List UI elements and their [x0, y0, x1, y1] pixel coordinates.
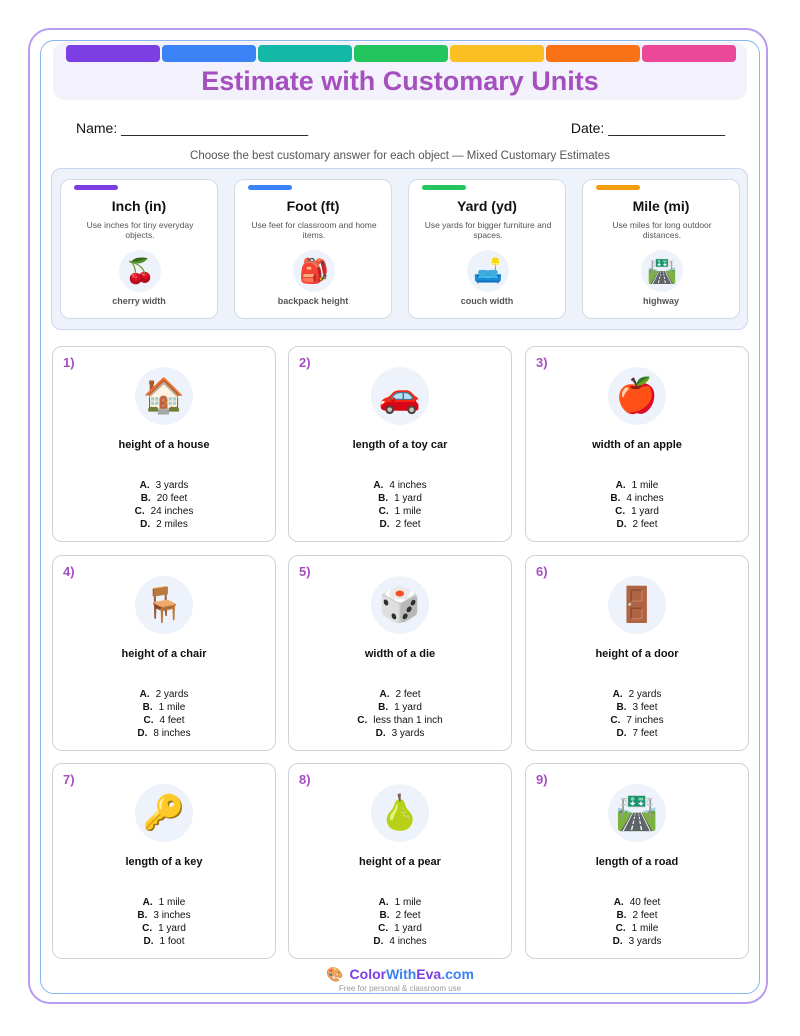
unit-card: [408, 179, 566, 319]
option-text: 7 feet: [632, 728, 658, 739]
question-text: length of a key: [125, 856, 203, 868]
instructions: Choose the best customary answer for each object — Mixed Customary Estimates: [190, 150, 610, 162]
apple-icon: 🍎: [608, 367, 666, 425]
question-number: 7): [63, 772, 75, 787]
option-text: 1 mile: [158, 702, 186, 713]
option-text: 3 yards: [391, 728, 425, 739]
answer-option[interactable]: [526, 492, 748, 505]
question-number: 1): [63, 355, 75, 370]
answer-option[interactable]: [526, 727, 748, 740]
question-text: length of a road: [595, 856, 679, 868]
option-letter: B.: [140, 493, 151, 504]
option-letter: C.: [134, 506, 145, 517]
unit-name: Mile (mi): [632, 198, 690, 214]
answer-option[interactable]: [526, 714, 748, 727]
option-text: 2 yards: [155, 689, 189, 700]
answer-option[interactable]: [289, 688, 511, 701]
brand-eva: Eva: [416, 966, 442, 982]
answer-options: [289, 688, 511, 740]
option-letter: C.: [143, 715, 154, 726]
answer-option[interactable]: [53, 701, 275, 714]
answer-option[interactable]: [53, 518, 275, 531]
option-letter: C.: [378, 923, 389, 934]
unit-color-bar: [74, 185, 118, 190]
answer-options: [53, 896, 275, 948]
option-text: 3 yards: [628, 936, 662, 947]
option-letter: A.: [378, 897, 389, 908]
footer-logo: [0, 966, 800, 983]
road-icon: 🛣️: [608, 784, 666, 842]
door-icon: 🚪: [608, 576, 666, 634]
option-letter: A.: [379, 689, 390, 700]
option-text: 1 yard: [158, 923, 186, 934]
question-text: width of a die: [364, 648, 436, 660]
color-stripe: [450, 45, 544, 62]
answer-option[interactable]: [289, 701, 511, 714]
brand-domain: .com: [441, 966, 474, 982]
question-card: [525, 346, 749, 542]
question-text: height of a door: [595, 648, 679, 660]
option-text: 1 mile: [394, 897, 422, 908]
highway-icon: 🛣️: [641, 250, 683, 292]
page-title: Estimate with Customary Units: [201, 66, 599, 96]
option-text: 2 miles: [156, 519, 188, 530]
option-text: 4 feet: [159, 715, 185, 726]
answer-options: [526, 896, 748, 948]
unit-description: Use yards for bigger furniture and spaces.: [424, 220, 552, 240]
option-letter: A.: [373, 480, 384, 491]
option-letter: C.: [615, 506, 626, 517]
unit-description: Use miles for long outdoor distances.: [612, 220, 712, 240]
answer-option[interactable]: [526, 518, 748, 531]
palette-icon: 🎨: [326, 966, 344, 982]
answer-option[interactable]: [289, 714, 511, 727]
answer-option[interactable]: [53, 909, 275, 922]
question-card: [52, 346, 276, 542]
answer-option[interactable]: [526, 505, 748, 518]
answer-option[interactable]: [289, 492, 511, 505]
unit-example: backpack height: [277, 296, 349, 306]
option-text: 1 yard: [394, 702, 422, 713]
option-text: 2 feet: [395, 519, 421, 530]
color-stripe: [66, 45, 160, 62]
answer-option[interactable]: [526, 479, 748, 492]
option-text: 4 inches: [626, 493, 664, 504]
answer-options: [53, 688, 275, 740]
option-letter: D.: [140, 519, 151, 530]
name-field: Name: ________________________: [76, 120, 308, 136]
option-letter: C.: [142, 923, 153, 934]
answer-options: [289, 896, 511, 948]
answer-option[interactable]: [289, 896, 511, 909]
option-text: 1 mile: [158, 897, 186, 908]
option-letter: D.: [616, 519, 627, 530]
question-number: 8): [299, 772, 311, 787]
color-stripe: [162, 45, 256, 62]
cherry-icon: 🍒: [119, 250, 161, 292]
option-letter: D.: [137, 728, 148, 739]
unit-example: cherry width: [112, 296, 166, 306]
option-text: 4 inches: [389, 936, 427, 947]
color-stripe: [642, 45, 736, 62]
answer-option[interactable]: [289, 727, 511, 740]
question-card: [52, 555, 276, 751]
option-letter: B.: [616, 910, 627, 921]
option-text: 40 feet: [629, 897, 661, 908]
answer-option[interactable]: [53, 922, 275, 935]
option-text: 2 feet: [632, 519, 658, 530]
couch-icon: 🛋️: [467, 250, 509, 292]
answer-option[interactable]: [289, 505, 511, 518]
unit-example: couch width: [460, 296, 514, 306]
brand-color: Color: [349, 966, 387, 982]
unit-description: Use inches for tiny everyday objects.: [86, 220, 194, 240]
option-text: 3 inches: [153, 910, 191, 921]
question-number: 4): [63, 564, 75, 579]
question-card: [52, 763, 276, 959]
answer-option[interactable]: [289, 935, 511, 948]
unit-name: Foot (ft): [286, 198, 340, 214]
answer-options: [53, 479, 275, 531]
option-text: 2 feet: [395, 689, 421, 700]
question-number: 6): [536, 564, 548, 579]
option-letter: B.: [378, 702, 389, 713]
option-letter: A.: [139, 480, 150, 491]
question-number: 5): [299, 564, 311, 579]
unit-name: Yard (yd): [457, 198, 517, 214]
key-icon: 🔑: [135, 784, 193, 842]
unit-name: Inch (in): [111, 198, 167, 214]
option-letter: D.: [612, 936, 623, 947]
unit-color-bar: [422, 185, 466, 190]
question-number: 2): [299, 355, 311, 370]
question-card: [525, 555, 749, 751]
answer-option[interactable]: [53, 479, 275, 492]
option-text: 3 yards: [155, 480, 189, 491]
option-letter: D.: [379, 519, 390, 530]
option-text: 2 feet: [395, 910, 421, 921]
toy-car-icon: 🚗: [371, 367, 429, 425]
backpack-icon: 🎒: [293, 250, 335, 292]
unit-color-bar: [248, 185, 292, 190]
unit-example: highway: [642, 296, 679, 306]
question-text: width of an apple: [592, 439, 682, 451]
option-letter: B.: [142, 702, 153, 713]
option-text: 1 mile: [394, 506, 422, 517]
answer-option[interactable]: [53, 492, 275, 505]
answer-option[interactable]: [526, 701, 748, 714]
option-letter: B.: [137, 910, 148, 921]
answer-option[interactable]: [53, 505, 275, 518]
option-letter: D.: [616, 728, 627, 739]
answer-option[interactable]: [526, 909, 748, 922]
question-card: [288, 555, 512, 751]
answer-option[interactable]: [53, 896, 275, 909]
option-text: 8 inches: [153, 728, 191, 739]
unit-color-bar: [596, 185, 640, 190]
question-card: [288, 346, 512, 542]
unit-card: [234, 179, 392, 319]
answer-option[interactable]: [289, 518, 511, 531]
option-text: 1 yard: [394, 923, 422, 934]
date-field: Date: _______________: [570, 120, 725, 136]
answer-option[interactable]: [526, 688, 748, 701]
option-letter: D.: [373, 936, 384, 947]
option-letter: C.: [610, 715, 621, 726]
answer-option[interactable]: [526, 935, 748, 948]
question-text: length of a toy car: [352, 439, 448, 451]
question-text: height of a chair: [121, 648, 207, 660]
option-letter: A.: [612, 689, 623, 700]
question-text: height of a pear: [359, 856, 441, 868]
answer-options: [526, 688, 748, 740]
house-icon: 🏠: [135, 367, 193, 425]
color-stripe: [258, 45, 352, 62]
answer-option[interactable]: [526, 896, 748, 909]
option-text: 1 yard: [631, 506, 659, 517]
option-text: 20 feet: [156, 493, 188, 504]
question-number: 9): [536, 772, 548, 787]
answer-option[interactable]: [289, 479, 511, 492]
option-text: 4 inches: [389, 480, 427, 491]
option-text: 1 foot: [159, 936, 185, 947]
option-text: 2 yards: [628, 689, 662, 700]
answer-option[interactable]: [53, 688, 275, 701]
option-letter: B.: [378, 493, 389, 504]
answer-option[interactable]: [289, 922, 511, 935]
option-letter: B.: [379, 910, 390, 921]
option-letter: B.: [616, 702, 627, 713]
answer-option[interactable]: [53, 727, 275, 740]
option-text: 24 inches: [150, 506, 194, 517]
die-icon: 🎲: [371, 576, 429, 634]
answer-option[interactable]: [53, 714, 275, 727]
option-text: 1 mile: [631, 480, 659, 491]
option-text: 1 mile: [631, 923, 659, 934]
color-stripes: [66, 45, 736, 62]
answer-option[interactable]: [53, 935, 275, 948]
option-text: 2 feet: [632, 910, 658, 921]
option-letter: A.: [142, 897, 153, 908]
answer-options: [526, 479, 748, 531]
option-letter: A.: [615, 480, 626, 491]
option-letter: C.: [357, 715, 368, 726]
option-letter: C.: [615, 923, 626, 934]
option-text: 7 inches: [626, 715, 664, 726]
option-text: 1 yard: [394, 493, 422, 504]
pear-icon: 🍐: [371, 784, 429, 842]
footer-subtitle: Free for personal & classroom use: [338, 984, 462, 993]
answer-options: [289, 479, 511, 531]
answer-option[interactable]: [526, 922, 748, 935]
question-card: [525, 763, 749, 959]
option-text: 3 feet: [632, 702, 658, 713]
color-stripe: [354, 45, 448, 62]
unit-card: [582, 179, 740, 319]
answer-option[interactable]: [289, 909, 511, 922]
option-letter: D.: [143, 936, 154, 947]
option-text: less than 1 inch: [373, 715, 443, 726]
chair-icon: 🪑: [135, 576, 193, 634]
unit-description: Use feet for classroom and home items.: [251, 220, 377, 240]
unit-card: [60, 179, 218, 319]
option-letter: C.: [378, 506, 389, 517]
option-letter: A.: [139, 689, 150, 700]
question-number: 3): [536, 355, 548, 370]
question-text: height of a house: [118, 439, 210, 451]
option-letter: A.: [613, 897, 624, 908]
option-letter: B.: [610, 493, 621, 504]
color-stripe: [546, 45, 640, 62]
question-card: [288, 763, 512, 959]
option-letter: D.: [375, 728, 386, 739]
brand-with: With: [386, 966, 417, 982]
